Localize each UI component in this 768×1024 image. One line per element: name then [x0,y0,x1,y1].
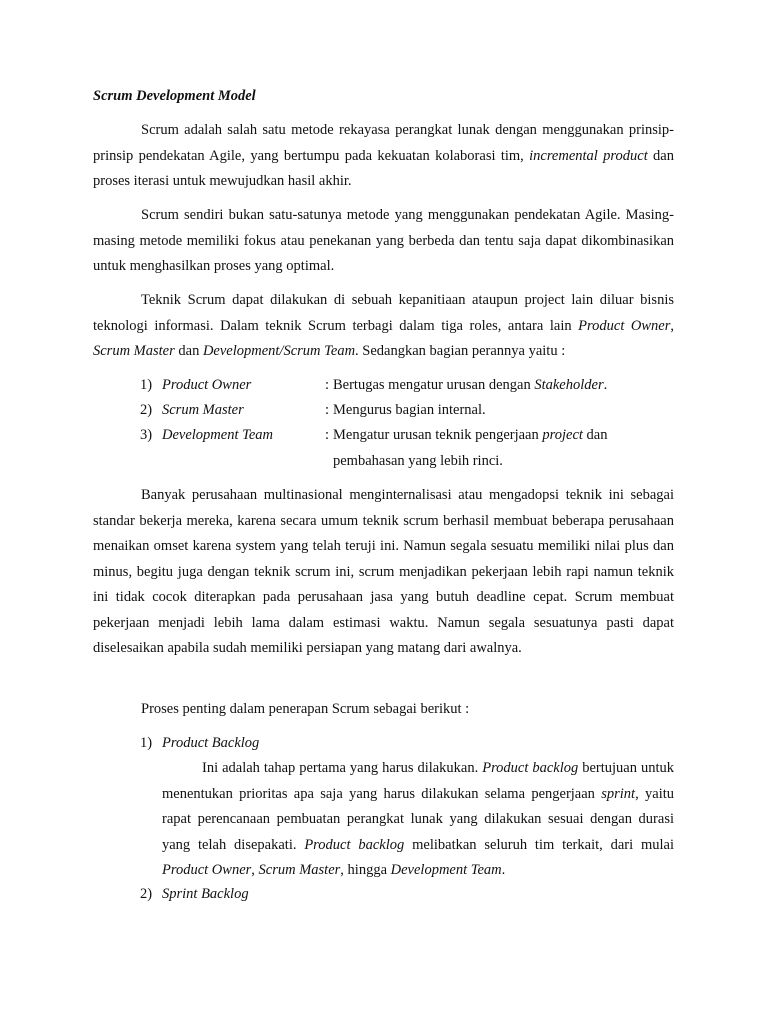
document-title: Scrum Development Model [93,88,256,104]
role-desc-a: Mengatur urusan teknik pengerjaan [333,427,543,443]
role-colon: : [325,402,330,418]
pb-italic-b: Product backlog [304,836,405,853]
role-number: 3) [140,427,153,443]
p3-text-g: . Sedangkan bagian perannya yaitu : [355,343,566,359]
p3-italic-product-owner: Product Owner [578,317,671,334]
paragraph-roles [93,288,674,365]
p3-italic-scrum-master: Scrum Master [93,343,175,359]
pb-italic-sm: Scrum Master [258,862,341,878]
role-desc-a: Bertugas mengatur urusan dengan [333,377,535,393]
p3-text-e: dan [174,343,203,359]
paragraph-adoption: Banyak perusahaan multinasional menginternalisasi atau mengadopsi teknik ini sebagai standar bekerja mereka, karena secara umum teknik scrum berhasil membuat beberapa perusahaan menaikan omset karena system yang telah teruji ini. Namun segala sesuatu memiliki nilai plus dan minus, begitu juga dengan teknik scrum ini, scrum menjadikan pekerjaan lebih rapi namun teknik ini tidak cocok diterapkan pada perusahaan jasa yang butuh deadline cepat. Scrum membuat pekerjaan menjadi lebih lama dalam estimasi waktu. Namun segala sesuatunya pasti dapat diselesaikan apabila sudah memiliki persiapan yang matang dari awalnya. [93,487,674,656]
pb-text-a: Ini adalah tahap pertama yang harus dilakukan. [202,760,483,776]
paragraph-intro [93,118,674,195]
process-title: Product Backlog [162,735,260,751]
p1-text-c: dan proses iterasi untuk mewujudkan hasil akhir. [93,147,674,189]
pb-text-k: , hingga [340,862,391,878]
role-description [333,373,607,399]
pb-text-m: . [501,862,506,878]
role-name: Product Owner [162,377,252,393]
role-desc-italic: project [542,427,583,443]
role-name: Scrum Master [162,402,244,418]
role-desc-italic: Stakeholder [534,377,604,393]
role-desc-c: . [603,377,608,393]
role-number: 2) [140,402,153,418]
process-description [162,756,674,884]
role-colon: : [325,427,330,443]
role-description-continuation: pembahasan yang lebih rinci. [333,453,503,469]
role-name: Development Team [162,427,274,443]
p3-text-c: , [670,317,674,334]
process-number: 1) [140,735,153,751]
pb-italic-po: Product Owner [162,862,252,878]
p3-italic-dev-team: Development/Scrum Team [202,343,356,359]
pb-text-g: melibatkan seluruh tim terkait, dari mulai [404,836,675,853]
role-description [333,423,607,449]
role-desc-c: dan [582,427,608,443]
role-number: 1) [140,377,153,393]
process-title: Sprint Backlog [162,886,249,902]
p1-italic: incremental product [529,147,648,164]
role-description: Mengurus bagian internal. [333,402,486,418]
pb-italic-a: Product backlog [482,760,579,776]
pb-text-c: bertujuan untuk menentukan prioritas apa saja yang harus dilakukan selama pengerjaan [162,760,674,802]
p3-text-a: Teknik Scrum dapat dilakukan di sebuah kepanitiaan ataupun project lain diluar bisnis teknologi informasi. Dalam teknik Scrum terbagi dalam tiga roles, antara lain [93,292,674,334]
process-number: 2) [140,886,153,902]
paragraph-combination: Scrum sendiri bukan satu-satunya metode yang menggunakan pendekatan Agile. Masing-masing metode memiliki fokus atau penekanan yang berbeda dan tentu saja dapat dikombinasikan untuk menghasilkan proses yang optimal. [93,207,674,274]
pb-italic-sprint: sprint [601,785,636,802]
p1-text-a: Scrum adalah salah satu metode rekayasa perangkat lunak dengan menggunakan prinsip-prinsip pendekatan Agile, yang bertumpu pada kekuatan kolaborasi tim, [93,122,674,164]
paragraph-process-intro: Proses penting dalam penerapan Scrum sebagai berikut : [141,701,470,717]
pb-text-e: , yaitu rapat perencanaan pembuatan perangkat lunak yang dilakukan sesuai dengan durasi yang telah disepakati. [162,785,675,853]
pb-text-i: , [251,862,259,878]
role-colon: : [325,377,330,393]
pb-italic-dt: Development Team [390,862,502,878]
